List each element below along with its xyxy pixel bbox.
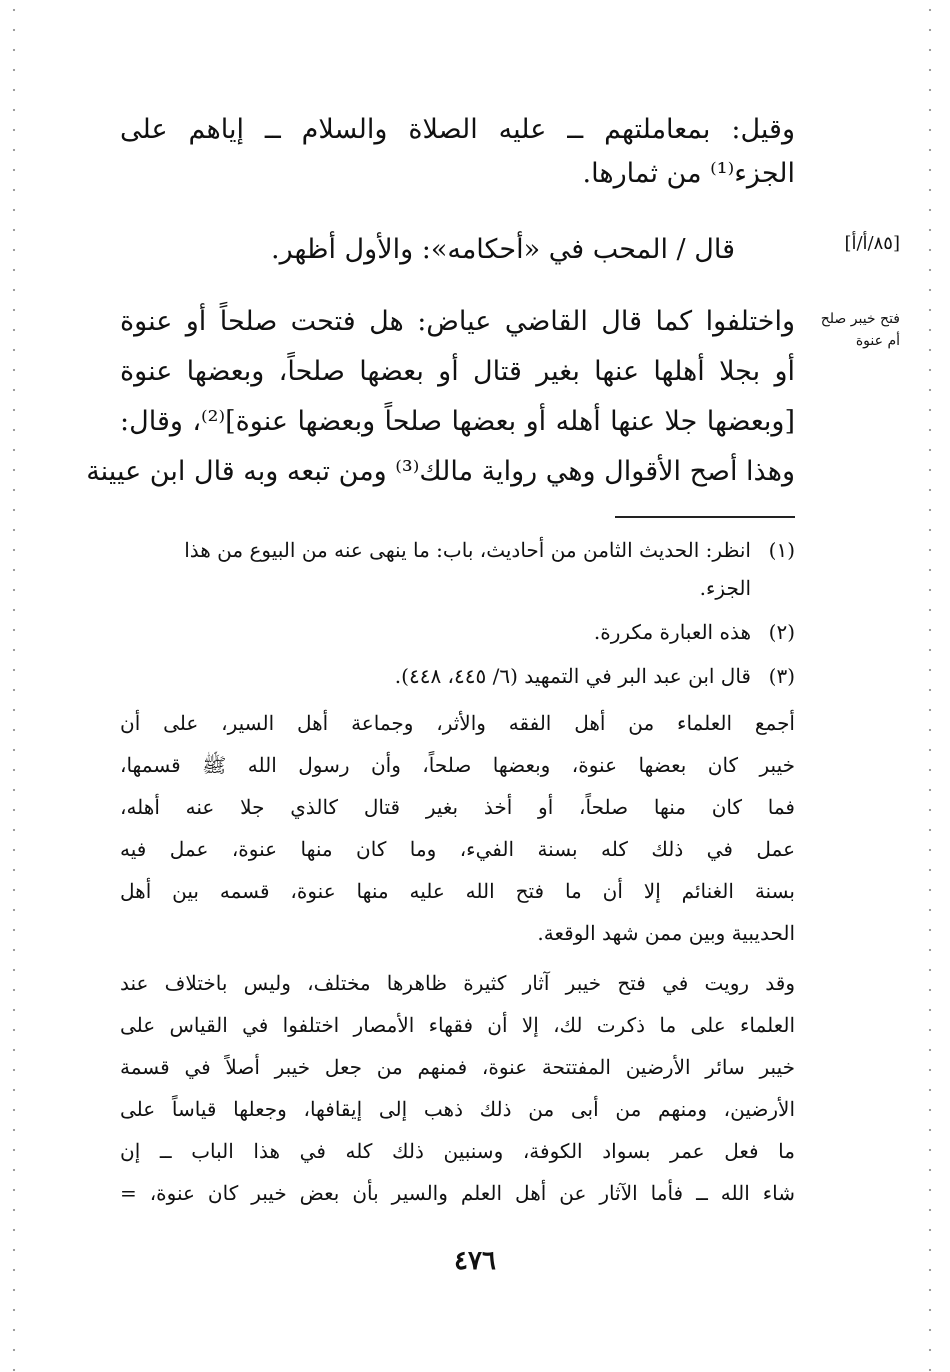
- footnote-1-continuation: الجزء.: [699, 576, 751, 600]
- footnote-text: قال ابن عبد البر في التمهيد (٦/ ٤٤٥، ٤٤٨).: [394, 664, 751, 688]
- manuscript-folio-reference: [٨٥/أ/أ]: [844, 233, 900, 254]
- body-line: [وبعضها جلا عنها أهله أو بعضها صلحاً وبعضها عنوة]⁽²⁾، وقال:: [120, 406, 795, 437]
- left-binding-dots: [10, 0, 18, 1372]
- footnote-text: هذه العبارة مكررة.: [593, 620, 751, 644]
- footnote-number: (١): [768, 538, 795, 562]
- footnote-number: (٣): [768, 664, 795, 688]
- quote-line: خيبر كان بعضها عنوة، وبعضها صلحاً، وأن رسول الله ﷺ قسمها،: [120, 753, 795, 777]
- footnote-2: [120, 616, 795, 648]
- quote-line: الأرضين، ومنهم من أبى من ذلك ذهب إلى إيقافها، وجعلها قياساً على: [120, 1097, 795, 1121]
- quote-line: ما فعل عمر بسواد الكوفة، وسنبين ذلك كله في هذا الباب ــ إن: [120, 1139, 795, 1163]
- body-line: وهذا أصح الأقوال وهي رواية مالك⁽³⁾ ومن تبعه وبه قال ابن عيينة: [86, 456, 795, 487]
- margin-note: فتح خيبر صلح أم عنوة: [820, 311, 900, 349]
- footnote-text: انظر: الحديث الثامن من أحاديث، باب: ما ينهى عنه من البيوع من هذا: [184, 538, 751, 562]
- footnote-number: (٢): [768, 620, 795, 644]
- quote-line: الحديبية وبين ممن شهد الوقعة.: [537, 921, 795, 945]
- footnote-3: [120, 660, 795, 692]
- footnote-separator: [615, 516, 795, 518]
- footnote-1: [120, 534, 795, 566]
- quote-line: شاء الله ــ فأما الآثار عن أهل العلم والسير بأن بعض خيبر كان عنوة، =: [120, 1181, 795, 1205]
- quote-line: خيبر سائر الأرضين المفتتحة عنوة، فمنهم من جعل خيبر أصلاً في قسمة: [120, 1055, 795, 1079]
- quote-line: وقد رويت في فتح خيبر آثار كثيرة ظاهرها مختلف، وليس باختلاف عند: [120, 971, 795, 995]
- quote-line: العلماء على ما ذكرت لك، إلا أن فقهاء الأمصار اختلفوا في القياس على: [120, 1013, 795, 1037]
- body-line: الجزء⁽¹⁾ من ثمارها.: [582, 158, 795, 189]
- page-number: ٤٧٦: [454, 1246, 496, 1276]
- quote-line: عمل في ذلك كله بسنة الفيء، وما كان منها عنوة، عمل فيه: [120, 837, 795, 861]
- body-line: أو بجلا أهلها عنها بغير قتال أو بعضها صلحاً، وبعضها عنوة: [120, 356, 795, 387]
- body-line: وقيل: بمعاملتهم ــ عليه الصلاة والسلام ــ إياهم على: [120, 114, 795, 145]
- quote-line: فما كان منها صلحاً، أو أخذ بغير قتال كالذي جلا عنه أهله،: [120, 795, 795, 819]
- quote-line: أجمع العلماء من أهل الفقه والأثر، وجماعة أهل السير، على أن: [120, 711, 795, 735]
- body-line: قال / المحب في «أحكامه»: والأول أظهر.: [271, 234, 735, 265]
- quote-line: بسنة الغنائم إلا أن ما فتح الله عليه منها عنوة، قسمه بين أهل: [120, 879, 795, 903]
- body-line: واختلفوا كما قال القاضي عياض: هل فتحت صلحاً أو عنوة: [120, 306, 795, 337]
- right-binding-dots: [926, 0, 934, 1372]
